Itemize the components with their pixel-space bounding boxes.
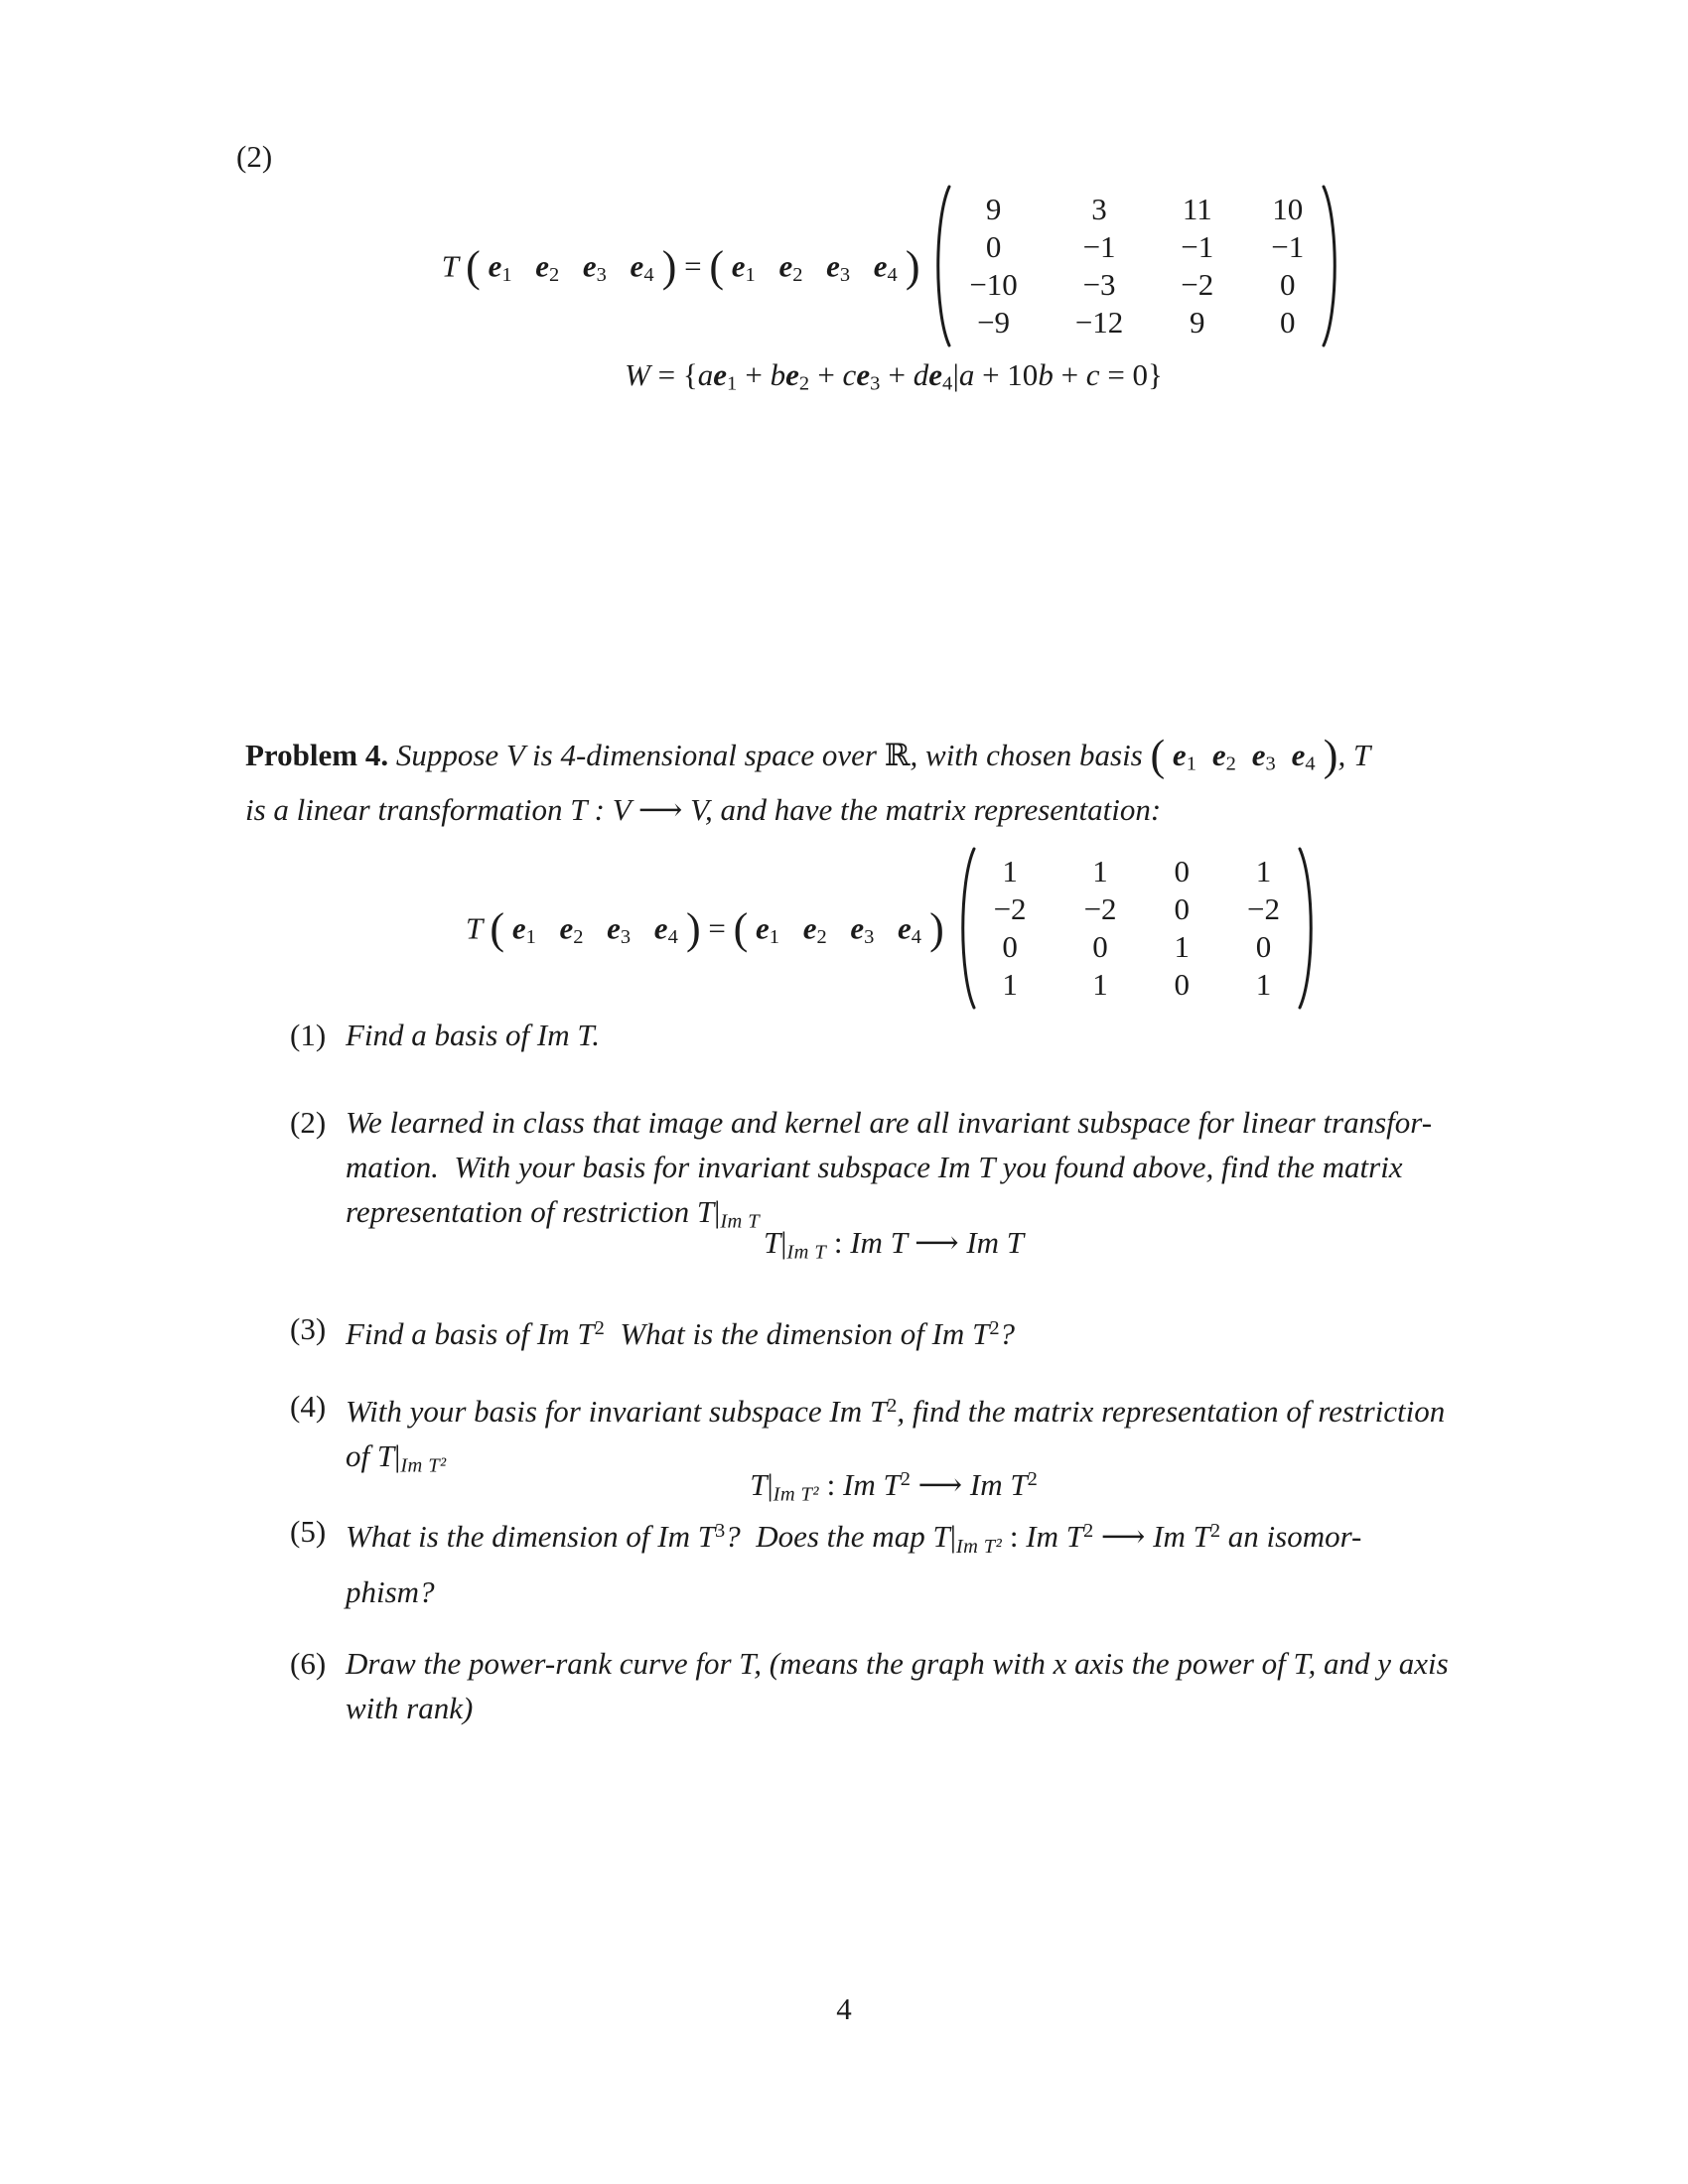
text-run: :	[826, 1225, 851, 1260]
text-run: Problem 4.	[245, 738, 389, 772]
text-run	[851, 248, 874, 283]
text-run	[1165, 738, 1173, 772]
text-run: an isomor-	[1220, 1519, 1362, 1555]
text-run: Im T	[720, 1210, 761, 1233]
matrix-cell: 1	[1092, 854, 1108, 888]
text-run: 2	[989, 1317, 1000, 1339]
text-run: mation. With your basis for invariant subspace Im T you found above, find the matrix	[346, 1150, 1403, 1184]
matrix-cell: 0	[1002, 929, 1018, 964]
matrix-2-values	[978, 845, 1296, 1012]
list-item-5-line-1	[346, 1509, 1361, 1570]
text-run: 2	[594, 1317, 605, 1339]
matrix-cell: −10	[969, 267, 1018, 302]
text-run: T	[441, 248, 467, 284]
text-run: e	[785, 357, 799, 392]
matrix-cell: 9	[985, 192, 1002, 226]
list-item-5-line-2	[346, 1570, 1361, 1614]
text-run: (	[466, 241, 481, 291]
matrix-cell: 1	[1255, 967, 1272, 1002]
text-run: e	[511, 910, 526, 946]
text-run: e	[1211, 738, 1226, 772]
text-run: ℝ	[884, 738, 911, 772]
text-run: e	[1172, 738, 1187, 772]
text-run	[512, 248, 535, 283]
text-run: 1	[769, 925, 780, 948]
text-run: 3	[1265, 752, 1277, 775]
text-run: V, and have the matrix representation:	[682, 791, 1162, 827]
right-paren-icon	[1320, 182, 1345, 350]
text-run: |	[949, 1519, 956, 1555]
matrix-cell: 0	[1280, 267, 1296, 302]
text-run: 2	[816, 925, 828, 948]
text-run: We learned in class that image and kernel are all invariant subspace for linear transfor-	[346, 1105, 1433, 1140]
list-item-1	[290, 1013, 600, 1057]
text-run: 4	[887, 263, 899, 286]
text-run: phism?	[346, 1573, 435, 1609]
text-run: Im T	[850, 1225, 915, 1260]
text-run: , find the matrix representation of restriction	[897, 1394, 1446, 1430]
text-run: 3	[864, 925, 875, 948]
text-run	[756, 248, 778, 283]
list-item-6-label: (6)	[290, 1646, 327, 1681]
text-run: |	[714, 1194, 721, 1229]
text-run: 2	[1082, 1520, 1094, 1542]
list-item-5	[290, 1509, 1361, 1614]
text-run: 4	[941, 372, 953, 395]
text-run: d	[913, 357, 929, 392]
text-run: 2	[798, 372, 810, 395]
text-run: e	[731, 248, 746, 284]
restriction-equation-2	[245, 1467, 1542, 1507]
matrix-cell: −1	[1082, 229, 1116, 264]
text-run: 1	[525, 925, 537, 948]
text-run	[678, 910, 686, 945]
text-run: 2	[792, 263, 803, 286]
text-run: +	[809, 357, 843, 392]
matrix-1-values	[953, 183, 1320, 349]
matrix-cell: 9	[1190, 305, 1205, 340]
text-run	[481, 248, 489, 283]
text-run: 4	[1305, 752, 1317, 775]
text-run: Im T²	[773, 1483, 819, 1506]
list-item-2-label: (2)	[290, 1105, 327, 1140]
text-run: T	[750, 1467, 768, 1502]
matrix-equation-2-lhs	[466, 903, 952, 954]
text-run: 3	[620, 925, 632, 948]
text-run: +	[737, 357, 771, 392]
text-run	[504, 910, 512, 945]
text-run: e	[856, 357, 871, 392]
text-run	[944, 910, 952, 945]
text-run: |	[780, 1225, 787, 1260]
text-run: )	[929, 903, 944, 953]
text-run: a	[958, 357, 975, 392]
text-run: e	[559, 910, 574, 946]
text-run: ?	[999, 1316, 1016, 1352]
matrix-cell: 1	[1255, 854, 1272, 888]
matrix-cell: 0	[985, 229, 1002, 264]
text-run: 1	[501, 263, 512, 286]
text-run: is a linear transformation T : V	[245, 791, 638, 827]
left-paren-icon	[952, 844, 978, 1013]
left-paren-icon	[927, 182, 953, 350]
right-paren-icon	[1296, 844, 1322, 1013]
set-definition-w	[245, 357, 1542, 396]
text-run	[1316, 738, 1324, 772]
text-run: What is the dimension of Im T	[346, 1519, 715, 1555]
list-item-5-label: (5)	[290, 1514, 327, 1549]
matrix-cell: 0	[1280, 305, 1296, 340]
list-item-2-line-1	[346, 1100, 1432, 1145]
list-item-1-line-1	[346, 1013, 600, 1057]
text-run: , T	[1337, 738, 1371, 772]
matrix-cell: 0	[1174, 967, 1191, 1002]
text-run	[560, 248, 583, 283]
text-run: 3	[596, 263, 608, 286]
text-run: |	[394, 1438, 401, 1474]
text-run: 4	[643, 263, 654, 286]
matrix-cell: 0	[1092, 929, 1108, 964]
text-run: 3	[839, 263, 851, 286]
text-run: Find a basis of Im T	[346, 1316, 595, 1352]
text-run: Im T²	[400, 1454, 447, 1477]
text-run: Im T	[843, 1467, 901, 1502]
text-run: e	[653, 910, 668, 946]
text-run	[1236, 738, 1252, 772]
text-run: :	[818, 1467, 843, 1502]
problem-4-heading	[245, 733, 1556, 832]
text-run: 3	[715, 1520, 726, 1542]
text-run	[898, 248, 906, 283]
text-run: 2	[573, 925, 584, 948]
matrix-cell: 11	[1182, 192, 1212, 226]
list-item-6	[290, 1641, 1449, 1730]
text-run: e	[850, 910, 865, 946]
text-run: e	[713, 357, 728, 392]
text-run: e	[928, 357, 942, 392]
matrix-cell: 1	[1002, 854, 1018, 888]
text-run: =	[700, 910, 734, 946]
text-run: |	[767, 1467, 774, 1502]
text-run: Suppose V is 4-dimensional space over	[388, 738, 885, 772]
text-run	[779, 910, 802, 945]
text-run: 1	[727, 372, 738, 395]
text-run: With your basis for invariant subspace Im T	[346, 1394, 888, 1430]
restriction-equation-2-text	[750, 1467, 1038, 1506]
text-run: ⟶	[1093, 1519, 1154, 1555]
text-run: 2	[1027, 1467, 1038, 1490]
text-run: 2	[887, 1395, 898, 1417]
text-run: )	[661, 241, 677, 291]
text-run: of T	[346, 1438, 395, 1474]
text-run: W	[625, 357, 650, 392]
list-item-6-line-2	[346, 1686, 1449, 1730]
list-item-3	[290, 1306, 1015, 1356]
text-run: 4	[911, 925, 922, 948]
list-item-2	[290, 1100, 1432, 1245]
text-run: 4	[667, 925, 679, 948]
text-run: c	[1085, 357, 1100, 392]
matrix-cell: −9	[977, 305, 1011, 340]
text-run: 1	[1186, 752, 1197, 775]
text-run: =	[676, 248, 710, 284]
text-run: )	[905, 241, 920, 291]
matrix-cell: −3	[1082, 267, 1116, 302]
set-definition-w-text	[625, 357, 1163, 395]
text-run	[827, 910, 850, 945]
text-run	[921, 910, 929, 945]
matrix-cell: −1	[1181, 229, 1214, 264]
text-run: b	[1038, 357, 1054, 392]
text-run: e	[607, 910, 621, 946]
text-run: T	[465, 910, 491, 946]
text-run: +	[1053, 357, 1086, 392]
matrix-cell: 1	[1092, 967, 1108, 1002]
list-item-6-line-1	[346, 1641, 1449, 1686]
matrix-cell: −1	[1271, 229, 1305, 264]
restriction-equation-1-text	[763, 1225, 1025, 1264]
text-run: ⟶	[910, 1467, 970, 1502]
text-run	[920, 248, 928, 283]
text-run: )	[1323, 731, 1338, 780]
matrix-cell: 3	[1091, 192, 1107, 226]
text-run	[607, 248, 630, 283]
text-run: e	[898, 910, 912, 946]
text-run	[536, 910, 559, 945]
text-run: 1	[745, 263, 757, 286]
matrix-cell: −12	[1074, 305, 1124, 340]
text-run: e	[535, 248, 549, 284]
text-run: (	[733, 903, 749, 953]
heading-line-1	[245, 733, 1556, 787]
matrix-cell: −2	[1247, 891, 1281, 926]
list-item-4-line-1	[346, 1384, 1445, 1433]
text-run: Im T	[969, 1467, 1028, 1502]
list-item-2-line-2	[346, 1145, 1432, 1189]
text-run: a	[697, 357, 714, 392]
text-run: Im T	[1153, 1519, 1210, 1555]
text-run: e	[488, 248, 502, 284]
list-item-3-label: (3)	[290, 1311, 327, 1346]
text-run: T	[763, 1225, 781, 1260]
text-run: e	[1291, 738, 1306, 772]
text-run	[724, 248, 732, 283]
text-run: b	[770, 357, 786, 392]
text-run: ⟶	[637, 791, 683, 827]
text-run: e	[1251, 738, 1266, 772]
matrix-equation-1-lhs	[442, 241, 928, 292]
text-run: ⟶	[914, 1225, 959, 1260]
text-run: c	[842, 357, 857, 392]
text-run: = 0}	[1099, 357, 1163, 392]
text-run: )	[685, 903, 701, 953]
matrix-cell: −2	[1181, 267, 1214, 302]
text-run	[654, 248, 662, 283]
text-run: 2	[1225, 752, 1237, 775]
text-run: e	[756, 910, 770, 946]
text-run	[875, 910, 898, 945]
matrix-cell: 1	[1002, 967, 1018, 1002]
text-run: What is the dimension of Im T	[604, 1316, 990, 1352]
text-run: 2	[900, 1467, 911, 1490]
text-run: + 10	[974, 357, 1039, 392]
text-run: Find a basis of Im T.	[346, 1018, 601, 1052]
matrix-equation-2	[245, 844, 1542, 1013]
text-run	[1276, 738, 1292, 772]
equation-item-label: (2)	[236, 139, 273, 174]
text-run: (	[490, 903, 505, 953]
text-run: 2	[549, 263, 560, 286]
text-run: 2	[1209, 1520, 1221, 1542]
text-run: (	[709, 241, 725, 291]
restriction-equation-1	[245, 1225, 1542, 1265]
list-item-4-label: (4)	[290, 1389, 327, 1424]
text-run: e	[802, 910, 817, 946]
matrix-cell: 0	[1255, 929, 1272, 964]
text-run: Im T	[958, 1225, 1025, 1260]
matrix-cell: 0	[1174, 891, 1191, 926]
heading-line-2	[245, 787, 1556, 832]
text-run: (	[1150, 731, 1166, 780]
matrix-cell: −2	[1083, 891, 1117, 926]
list-item-1-label: (1)	[290, 1018, 327, 1052]
text-run: e	[582, 248, 597, 284]
text-run: representation of restriction T	[346, 1194, 715, 1229]
matrix-cell: 10	[1272, 192, 1304, 226]
matrix-cell: 0	[1174, 854, 1191, 888]
text-run: 3	[870, 372, 881, 395]
text-run: e	[630, 248, 644, 284]
text-run: e	[873, 248, 888, 284]
text-run: Im T²	[955, 1535, 1003, 1558]
text-run: Im T	[786, 1241, 827, 1264]
text-run: ? Does the map T	[725, 1519, 950, 1555]
text-run: :	[1002, 1519, 1027, 1555]
text-run	[748, 910, 756, 945]
page-number: 4	[836, 1991, 852, 2026]
text-run: e	[826, 248, 840, 284]
text-run: with rank)	[346, 1691, 474, 1725]
text-run: Draw the power-rank curve for T, (means the graph with x axis the power of T, and y axis	[346, 1646, 1449, 1681]
matrix-cell: −2	[993, 891, 1027, 926]
list-item-3-line-1	[346, 1306, 1015, 1356]
text-run: e	[778, 248, 793, 284]
matrix-cell: 1	[1174, 929, 1191, 964]
text-run: +	[880, 357, 914, 392]
text-run: Im T	[1026, 1519, 1083, 1555]
text-run: = {	[649, 357, 698, 392]
text-run	[584, 910, 607, 945]
text-run: |	[952, 357, 959, 392]
matrix-equation-1	[245, 182, 1542, 350]
text-run	[1196, 738, 1212, 772]
text-run	[632, 910, 654, 945]
text-run: , with chosen basis	[910, 738, 1151, 772]
text-run	[803, 248, 826, 283]
